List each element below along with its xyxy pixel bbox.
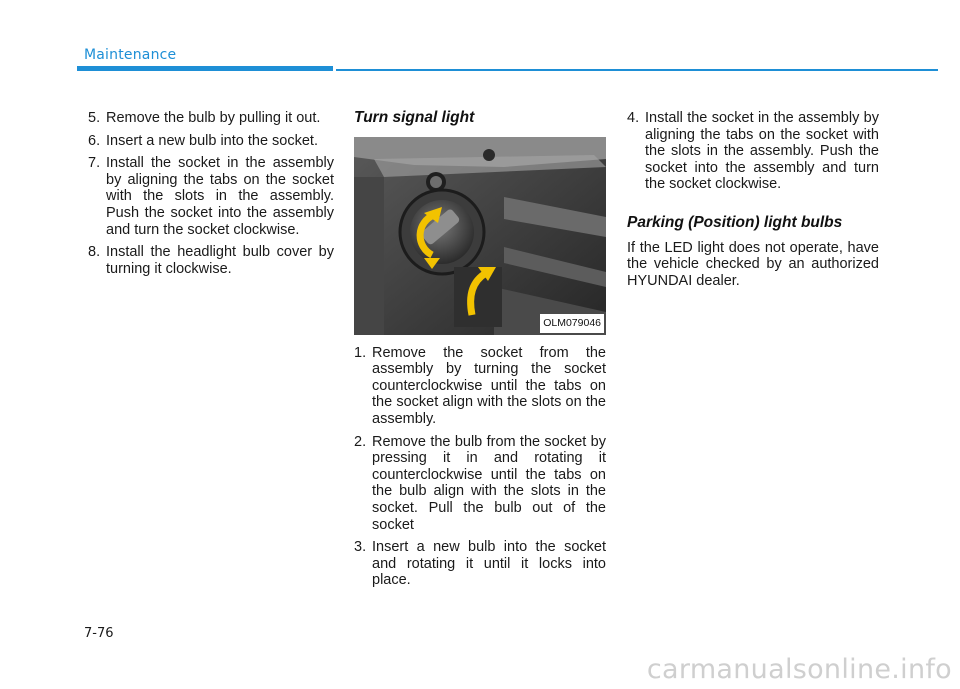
step-7 [88,155,334,238]
step-text: Remove the bulb by pulling it out. [106,110,321,126]
step-1 [354,345,606,428]
step-text: Install the headlight bulb cover by turning it clockwise. [106,244,334,277]
steps-list-3 [627,110,879,193]
parking-light-paragraph: If the LED light does not operate, have the vehicle checked by an authorized HYUNDAI dealer. [627,239,879,289]
step-5 [88,110,334,127]
step-number: 8. [88,244,101,261]
watermark: carmanualsonline.info [646,654,952,685]
step-4 [627,110,879,193]
turn-signal-photo [354,137,606,335]
step-number: 2. [354,433,367,450]
column-3 [627,110,879,289]
step-number: 4. [627,110,640,126]
step-number: 6. [88,132,101,149]
step-8 [88,244,334,277]
socket-illustration [354,137,606,335]
parking-light-heading: Parking (Position) light bulbs [627,213,843,231]
turn-signal-heading: Turn signal light [354,109,475,126]
column-2 [354,110,606,595]
column-1 [88,110,334,283]
step-number: 1. [354,344,367,361]
step-text: Remove the bulb from the socket by pressing it in and rotating it counterclockwise until the tabs on the bulb align with the slots in the socket. Pull the bulb out of the socket [372,433,606,533]
header-rule-thick [77,66,333,71]
step-text: Insert a new bulb into the socket. [106,132,318,149]
step-number: 3. [354,539,367,556]
step-text: Insert a new bulb into the socket and rotating it until it locks into place. [372,539,606,589]
step-text: Install the socket in the assembly by aligning the tabs on the socket with the slots in the assembly. Push the socket into the assembly and turn the socket clockwise. [106,155,334,238]
step-2 [354,434,606,534]
section-title: Maintenance [84,47,177,63]
step-6 [88,133,334,150]
header-rule-thin [336,69,938,71]
step-number: 5. [88,110,101,126]
figure-code: OLM079046 [540,314,604,333]
page-number: 7-76 [84,626,114,641]
step-number: 7. [88,155,101,172]
step-text: Install the socket in the assembly by aligning the tabs on the socket with the slots in the assembly. Push the socket into the assembly and turn the socket clockwise. [645,110,879,193]
step-3 [354,539,606,589]
step-text: Remove the socket from the assembly by turning the socket counterclockwise until the tabs on the socket align with the slots on the assembly. [372,344,606,427]
steps-list-2 [354,345,606,589]
steps-list-1 [88,110,334,277]
